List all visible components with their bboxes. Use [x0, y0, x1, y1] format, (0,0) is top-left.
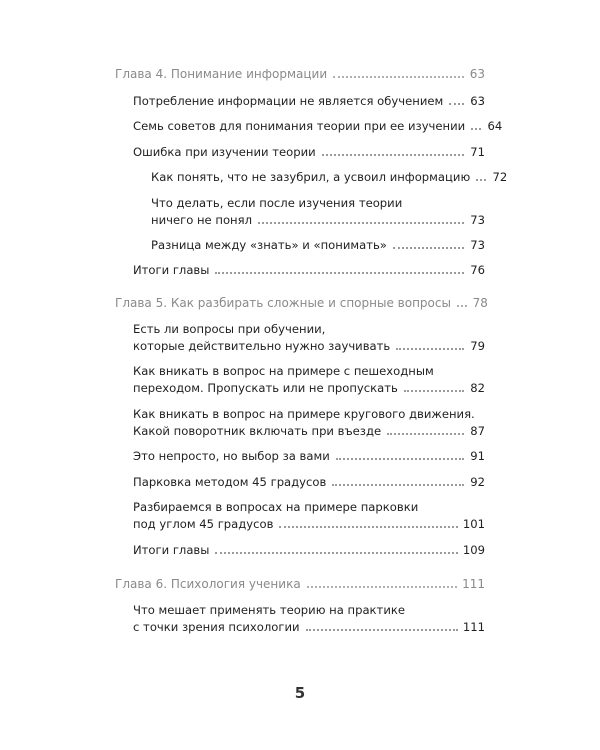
entry-title: Итоги главы	[133, 263, 210, 277]
dot-leader	[322, 154, 464, 156]
entry-title-line2: Какой поворотник включать при въезде	[133, 424, 382, 438]
dot-leader	[396, 348, 464, 350]
dot-leader	[258, 222, 464, 224]
toc-entry	[115, 322, 485, 353]
entry-title-line2: с точки зрения психологии	[133, 620, 300, 634]
entry-title: Как понять, что не зазубрил, а усвоил информацию	[151, 170, 471, 184]
toc-entry	[115, 94, 485, 108]
entry-title-line1: Что мешает применять теорию на практике	[133, 603, 405, 617]
toc-entry-summary	[115, 543, 485, 557]
entry-title-line2: которые действительно нужно заучивать	[133, 339, 391, 353]
toc-subentry	[115, 196, 485, 227]
dot-leader	[471, 128, 481, 130]
page-number: 79	[470, 339, 485, 353]
entry-title-line2: переходом. Пропускать или не пропускать	[133, 381, 398, 395]
page-number: 72	[492, 170, 508, 184]
chapter-title: Глава 6. Психология ученика	[115, 577, 301, 591]
entry-title: Это непросто, но выбор за вами	[133, 449, 330, 463]
page-number: 64	[487, 119, 503, 133]
entry-title: Разница между «знать» и «понимать»	[151, 238, 387, 252]
page-number: 82	[470, 381, 485, 395]
page-number: 111	[462, 620, 485, 634]
page-number: 63	[469, 67, 485, 81]
chapter-title: Глава 4. Понимание информации	[115, 67, 328, 81]
entry-title-line1: Как вникать в вопрос на примере с пешеходным	[133, 364, 434, 378]
page-number: 92	[470, 475, 485, 489]
dot-leader	[404, 390, 464, 392]
toc-entry	[115, 500, 485, 531]
toc-entry	[115, 119, 503, 133]
page-number: 71	[470, 145, 485, 159]
dot-leader	[393, 247, 464, 249]
page-number: 73	[470, 238, 485, 252]
entry-title: Ошибка при изучении теории	[133, 145, 316, 159]
folio-page-number: 5	[294, 684, 306, 702]
chapter-4-heading	[115, 67, 485, 81]
dot-leader	[457, 305, 467, 307]
toc-subentry	[115, 170, 508, 184]
page-number: 101	[462, 517, 485, 531]
toc-entry-summary	[115, 263, 485, 277]
chapter-5-heading	[115, 296, 488, 310]
toc-entry	[115, 407, 485, 438]
entry-title: Парковка методом 45 градусов	[133, 475, 327, 489]
entry-title: Итоги главы	[133, 543, 210, 557]
dot-leader	[387, 433, 464, 435]
toc-entry	[115, 603, 485, 634]
toc-entry	[115, 475, 485, 489]
page-number: 78	[472, 296, 488, 310]
toc-entry	[115, 449, 485, 463]
dot-leader	[333, 76, 464, 78]
toc-entry	[115, 364, 485, 395]
dot-leader	[279, 526, 457, 528]
dot-leader	[332, 484, 464, 486]
toc-entry	[115, 145, 485, 159]
page-number: 91	[470, 449, 485, 463]
chapter-title: Глава 5. Как разбирать сложные и спорные вопросы	[115, 296, 451, 310]
dot-leader	[476, 179, 486, 181]
entry-title: Потребление информации не является обучением	[133, 94, 444, 108]
page-number: 109	[462, 543, 485, 557]
entry-title-line1: Разбираемся в вопросах на примере парковки	[133, 500, 419, 514]
dot-leader	[449, 103, 464, 105]
entry-title-line1: Есть ли вопросы при обучении,	[133, 322, 326, 336]
entry-title-line1: Что делать, если после изучения теории	[151, 196, 403, 210]
dot-leader	[306, 629, 458, 631]
page-number: 73	[470, 213, 485, 227]
entry-title-line2: ничего не понял	[151, 213, 253, 227]
dot-leader	[215, 552, 457, 554]
page-number: 76	[470, 263, 485, 277]
page-number: 111	[462, 577, 485, 591]
chapter-6-heading	[115, 577, 485, 591]
entry-title-line1: Как вникать в вопрос на примере кругового движения.	[133, 407, 475, 421]
toc-subentry	[115, 238, 485, 252]
dot-leader	[307, 586, 457, 588]
dot-leader	[215, 272, 464, 274]
entry-title: Семь советов для понимания теории при ее изучении	[133, 119, 466, 133]
dot-leader	[336, 458, 464, 460]
entry-title-line2: под углом 45 градусов	[133, 517, 274, 531]
page-number: 87	[470, 424, 485, 438]
page-number: 63	[470, 94, 485, 108]
table-of-contents	[115, 0, 508, 750]
